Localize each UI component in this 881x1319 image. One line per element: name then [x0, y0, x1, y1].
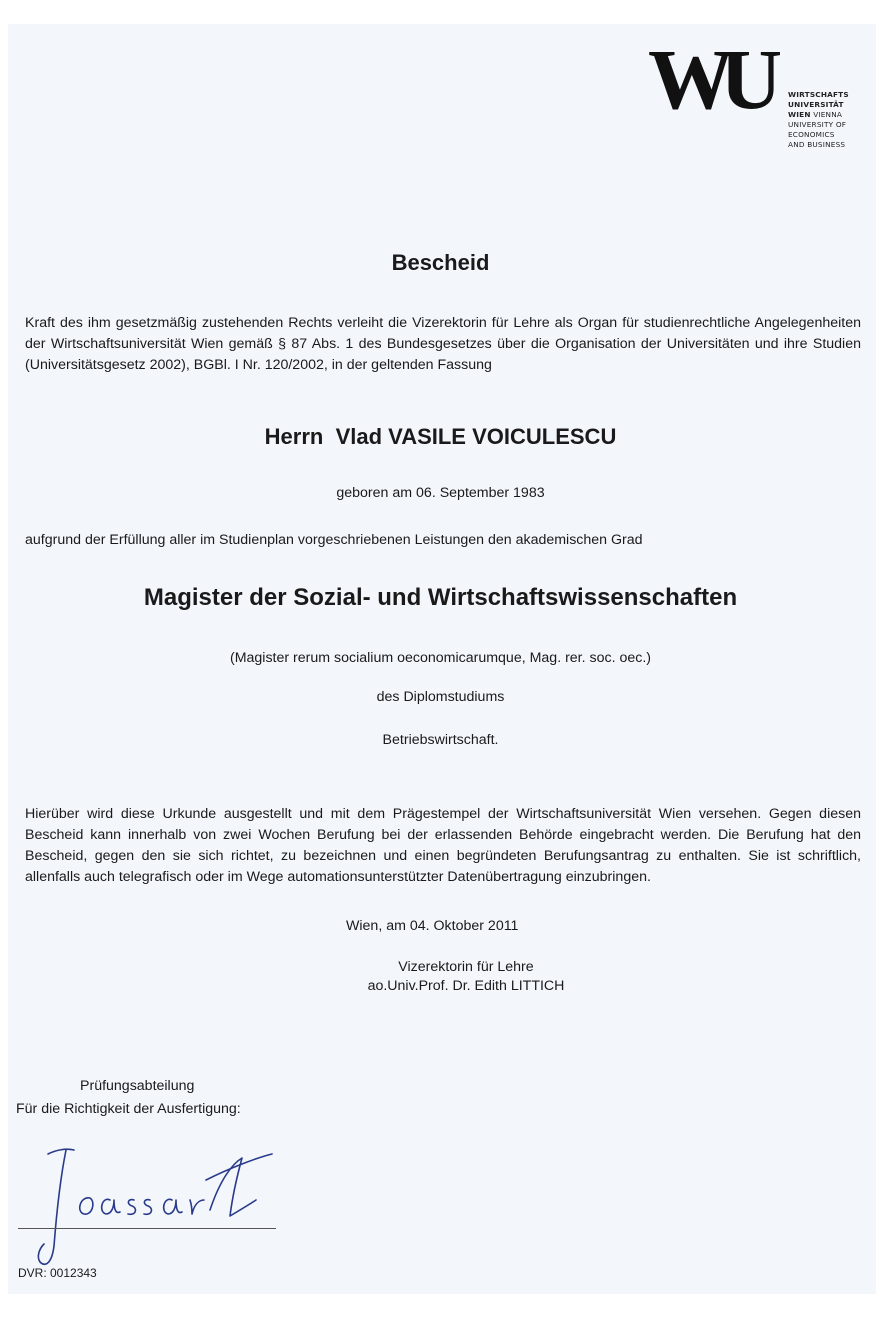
signatory-role: Vizerektorin für Lehre: [398, 959, 534, 975]
logo-line: WIRTSCHAFTS: [788, 90, 849, 99]
program-type: des Diplomstudiums: [376, 689, 505, 705]
logo-line: VIENNA: [813, 110, 843, 119]
birth-date: geboren am 06. September 1983: [336, 485, 545, 501]
svg-text:WU: WU: [648, 40, 769, 120]
degree-latin: (Magister rerum socialium oeconomicarumque, Mag. rer. soc. oec.): [229, 650, 652, 666]
dvr-number: DVR: 0012343: [18, 1266, 97, 1280]
signature-line: [18, 1228, 276, 1229]
logo-line: AND BUSINESS: [788, 140, 846, 149]
place-date: Wien, am 04. Oktober 2011: [346, 918, 519, 934]
logo-wordmark: [788, 90, 849, 150]
signature-icon: [10, 1140, 290, 1270]
degree-title: Magister der Sozial- und Wirtschaftswissenschaften: [143, 584, 738, 611]
logo-line: WIEN: [788, 110, 811, 119]
certification-label: Für die Richtigkeit der Ausfertigung:: [16, 1101, 241, 1117]
intro-paragraph: Kraft des ihm gesetzmäßig zustehenden Rechts verleiht die Vizerektorin für Lehre als Organ für studienrechtliche Angelegenheiten der Wirtschaftsuniversität Wien gemäß § 87 Abs. 1 des Bundesgesetzes über die Organisation der Universitäten und ihre Studien (Universitätsgesetz 2002), BGBl. I Nr. 120/2002, in der geltenden Fassung: [25, 315, 861, 373]
logo-line: UNIVERSITÄT: [788, 100, 844, 109]
document-title: Bescheid: [391, 250, 490, 275]
legal-notice: Hierüber wird diese Urkunde ausgestellt und mit dem Prägestempel der Wirtschaftsuniversität Wien versehen. Gegen diesen Bescheid kann innerhalb von zwei Wochen Berufung bei der erlassenden Behörde eingebracht werden. Die Berufung hat den Bescheid, gegen den sie sich richtet, zu bezeichnen und einen begründeten Berufungsantrag zu enthalten. Sie ist schriftlich, allenfalls auch telegrafisch oder im Wege automationsunterstützter Datenübertragung einzubringen.: [25, 806, 861, 885]
basis-text: aufgrund der Erfüllung aller im Studienplan vorgeschriebenen Leistungen den akademischen Grad: [25, 532, 643, 548]
logo-line: ECONOMICS: [788, 130, 835, 139]
logo-line: UNIVERSITY OF: [788, 120, 847, 129]
wu-logo-icon: [648, 40, 798, 120]
program-name: Betriebswirtschaft.: [382, 732, 499, 748]
department: Prüfungsabteilung: [80, 1078, 195, 1094]
recipient-name: Herrn Vlad VASILE VOICULESCU: [264, 424, 617, 449]
signatory-block: [0, 958, 881, 996]
signatory-name: ao.Univ.Prof. Dr. Edith LITTICH: [367, 978, 565, 994]
